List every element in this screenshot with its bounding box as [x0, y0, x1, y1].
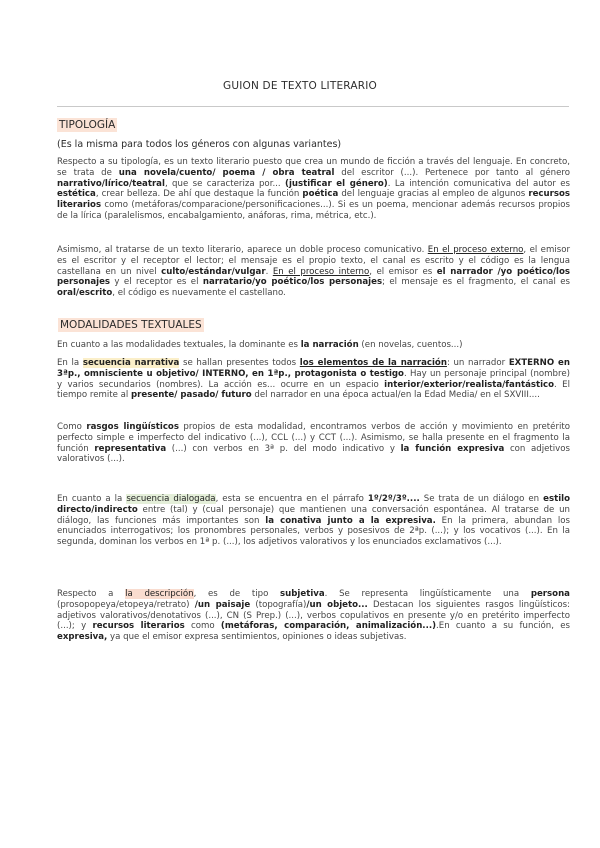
text-run: se hallan presentes todos [179, 358, 300, 368]
underline-proceso-interno: En el proceso interno [272, 266, 370, 277]
bold-canal: oral/escrito [57, 288, 113, 299]
bold-narrador: EXTERNO en 3ªp., omnisciente u objetivo/ INTERNO, en 1ªp., protagonista o testigo [57, 358, 571, 379]
text-run: Respecto a [57, 589, 126, 599]
paragraph-descripcion [57, 589, 570, 643]
text-run: del escritor (...). Pertenece por tanto al género [334, 167, 570, 178]
bold-genre: narrativo/lírico/teatral [57, 178, 165, 189]
text-run: Como [57, 422, 87, 432]
text-run: En la [57, 358, 83, 368]
highlight-secuencia-narrativa: secuencia narrativa [82, 358, 180, 368]
text-run: , el emisor es [369, 266, 437, 277]
bold-recursos-literarios: recursos literarios [92, 621, 185, 632]
text-run: como (metáforas/comparacione/personificaciones...). Si es un poema, mencionar además recursos propios de la lírica (paralelismos, encabalgamiento, anáforas, rima, métrica, etc.). [57, 200, 570, 221]
document-title: GUION DE TEXTO LITERARIO [222, 80, 377, 92]
bold-parrafo: 1º/2º/3º.... [367, 494, 420, 504]
text-run: En cuanto a las modalidades textuales, la dominante es [57, 340, 301, 350]
bold-genre-forms: una novela/cuento/ poema / obra teatral [118, 167, 335, 178]
text-run: . El tiempo remite al [57, 379, 571, 401]
bold-recursos: recursos literarios [57, 189, 570, 211]
highlight-descripcion: la descripción [125, 589, 194, 599]
text-run: Respecto a su tipología, es un texto literario puesto que crea un mundo de ficción a través del lenguaje. En concreto, se trata de [57, 157, 570, 178]
text-run: , que se caracteriza por... [164, 178, 286, 189]
text-run: , el código es nuevamente el castellano. [112, 288, 286, 299]
bold-objeto: /un objeto... [306, 599, 368, 610]
text-run: (topografía) [250, 599, 307, 610]
bold-justify: (justificar el género) [285, 178, 388, 189]
text-run: ya que el emisor expresa sentimientos, opiniones o ideas subjetivas. [107, 632, 407, 643]
bold-metaforas: (metáforas, comparación, animalización...) [220, 621, 437, 632]
text-run: y el receptor es el [110, 277, 203, 288]
text-run: : un narrador [446, 358, 509, 368]
text-run: del lenguaje gracias al empleo de algunos [338, 189, 529, 200]
text-run: . Hay un personaje principal (nombre) y varios secundarios (nombres). La acción es... ocurre en un espacio [57, 368, 570, 390]
text-run: , es de tipo [193, 589, 281, 599]
text-run: , el emisor es el escritor y el receptor el lector; el mensaje es el propio texto, el canal es escrito y el código es la lengua castellana en un nivel [57, 245, 570, 277]
heading-modalidades: MODALIDADES TEXTUALES [60, 319, 202, 331]
bold-funcion-expresiva: la función expresiva [400, 443, 505, 454]
text-run: .En cuanto a su función, es [436, 621, 570, 632]
bold-subjetiva: subjetiva [280, 589, 325, 599]
tipologia-subtitle: (Es la misma para todos los géneros con algunas variantes) [57, 139, 342, 150]
text-run: del narrador en una época actual/en la Edad Media/ en el SXVIII.... [251, 390, 540, 401]
text-run: Se trata de un diálogo en [419, 494, 544, 504]
underline-elementos-narracion: los elementos de la narración [299, 358, 447, 368]
bold-poetica: poética [302, 189, 339, 200]
bold-paisaje: /un paisaje [194, 599, 251, 610]
text-run: . Se representa lingüísticamente una [324, 589, 531, 599]
bold-estetica: estética [57, 189, 96, 200]
bold-representativa: representativa [94, 443, 167, 454]
text-run: . La intención comunicativa del autor es [387, 178, 570, 189]
title-divider [57, 106, 569, 107]
text-run: ; el mensaje es el fragmento, el canal es [382, 277, 570, 288]
bold-conativa-expresiva: la conativa junto a la expresiva. [265, 515, 436, 526]
text-run: Asimismo, al tratarse de un texto literario, aparece un doble proceso comunicativo. [57, 245, 428, 255]
underline-proceso-externo: En el proceso externo [427, 245, 524, 255]
bold-persona: persona [530, 589, 570, 599]
bold-tiempo: presente/ pasado/ futuro [131, 390, 252, 401]
text-run: , crear belleza. De ahí que destaque la función [95, 189, 303, 200]
paragraph-modalidades-intro [57, 340, 570, 351]
paragraph-secuencia-narrativa [57, 358, 570, 401]
bold-receptor: narratario/yo poético/los personajes [202, 277, 383, 288]
text-run: Destacan los siguientes rasgos lingüísticos: adjetivos valorativos/denotativos (...), CN (S Prep.) (...), verbos copulativos en presente y/o en pretérito imperfecto (...); y [57, 599, 570, 632]
text-run: En cuanto a la [57, 494, 127, 504]
bold-emisor: el narrador /yo poético/los personajes [57, 266, 570, 288]
paragraph-secuencia-dialogada [57, 494, 570, 548]
text-run: como [184, 621, 221, 632]
text-run: (prosopopeya/etopeya/retrato) [57, 599, 195, 610]
highlight-secuencia-dialogada: secuencia dialogada [126, 494, 216, 504]
paragraph-rasgos-linguisticos [57, 422, 570, 465]
text-run: (en novelas, cuentos...) [358, 340, 463, 350]
bold-espacio: interior/exterior/realista/fantástico [384, 379, 555, 390]
heading-tipologia: TIPOLOGÍA [59, 119, 116, 131]
bold-expresiva: expresiva, [57, 632, 108, 643]
text-run: . [265, 266, 273, 277]
text-run: , esta se encuentra en el párrafo [215, 494, 368, 504]
bold-estilo: estilo directo/indirecto [57, 494, 570, 515]
text-run: con adjetivos valorativos (...). [57, 443, 571, 465]
text-run: propios de esta modalidad, encontramos verbos de acción y movimiento en pretérito perfecto simple e imperfecto del indicativo (...), CCL (...) y CCT (...). Asimismo, se halla presente en el fragmento la función [57, 422, 570, 454]
paragraph-proceso-comunicativo [57, 245, 570, 299]
text-run: entre (tal) y (cual personaje) que mantienen una conversación espontánea. Al tratarse de un diálogo, las funciones más importantes son [57, 504, 570, 526]
text-run: En la primera, abundan los enunciados interrogativos; los pronombres personales, verbos y posesivos de 2ªp. (...); y los vocativos (...). En la segunda, dominan los verbos en 1ª p. (...), los adjetivos valorativos y los enunciados exclamativos (...). [57, 515, 570, 548]
bold-narracion: la narración [300, 340, 359, 350]
text-run: (...) con verbos en 3ª p. del modo indicativo y [166, 443, 401, 454]
bold-rasgos: rasgos lingüísticos [86, 422, 179, 432]
bold-nivel: culto/estándar/vulgar [161, 266, 266, 277]
paragraph-tipologia [57, 157, 570, 222]
